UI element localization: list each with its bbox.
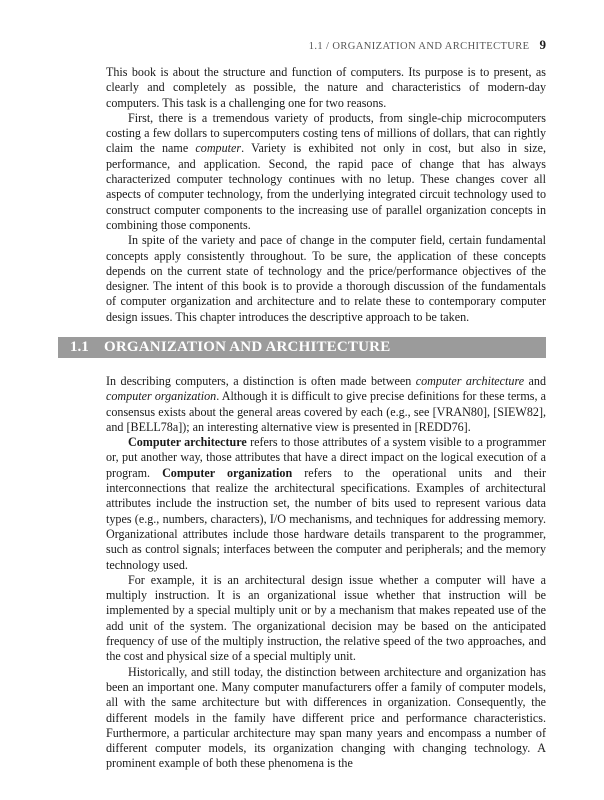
sec-p1-text-a: In describing computers, a distinction is often made between	[106, 374, 416, 388]
sec-p2-text-b: refers to the operational units and their interconnections that realize the architectural specifications. Examples of architectural attributes include the instruction set, the number of bits used to represent various data types (e.g., numbers, characters), I/O mechanisms, and techniques for addressing memory. Organizational attributes include those hardware details transparent to the programmer, such as control signals; interfaces between the computer and peripherals; and the memory technology used.	[106, 465, 546, 572]
section-paragraph-2	[106, 435, 546, 573]
section-heading	[58, 337, 546, 358]
intro-paragraph-1: This book is about the structure and function of computers. Its purpose is to present, as clearly and completely as possible, the nature and characteristics of modern-day computers. This task is a challenging one for two reasons.	[106, 65, 546, 110]
section-text	[106, 374, 546, 772]
sec-p2-text-a: refers to those attributes of a system visible to a programmer or, put another way, those attributes that have a direct impact on the logical execution of a program.	[106, 435, 546, 480]
sec-p1-text-b: and	[524, 374, 546, 388]
intro-text	[106, 65, 546, 325]
running-head	[309, 37, 546, 53]
section-paragraph-4: Historically, and still today, the distinction between architecture and organization has been an important one. Many computer manufacturers offer a family of computer models, all with the same architecture but with differences in organization. Consequently, the different models in the family have different price and performance characteristics. Furthermore, a particular architecture may span many years and encompass a number of different computer models, its organization changing with changing technology. A prominent example of both these phenomena is the	[106, 664, 546, 771]
sec-p2-term-architecture: Computer architecture	[128, 435, 247, 450]
sec-p1-emphasis-1: computer architecture	[415, 374, 525, 388]
section-title: ORGANIZATION AND ARCHITECTURE	[104, 339, 391, 355]
page-number: 9	[539, 37, 546, 52]
intro-p2-emphasis: computer	[195, 141, 242, 156]
intro-paragraph-3: In spite of the variety and pace of change in the computer field, certain fundamental concepts apply consistently throughout. To be sure, the application of these concepts depends on the current state of technology and the price/performance objectives of the designer. The intent of this book is to provide a thorough discussion of the fundamentals of computer organization and architecture and to relate these to contemporary computer design issues. This chapter introduces the descriptive approach to be taken.	[106, 233, 546, 324]
intro-p2-text-a: First, there is a tremendous variety of products, from single-chip microcomputers costing a few dollars to supercomputers costing tens of millions of dollars, that can rightly claim the name	[106, 110, 546, 156]
section-paragraph-1	[106, 374, 546, 435]
intro-paragraph-2	[106, 111, 546, 233]
running-title: 1.1 / ORGANIZATION AND ARCHITECTURE	[308, 41, 530, 52]
sec-p1-emphasis-2: computer organization	[106, 389, 217, 404]
sec-p2-term-organization: Computer organization	[162, 465, 293, 480]
intro-p2-text-b: . Variety is exhibited not only in cost, but also in size, performance, and application. Second, the rapid pace of change that has always characterized computer technology continues with no letup. These changes cover all aspects of computer technology, from the underlying integrated circuit technology used to construct computer components to the increasing use of parallel organization concepts in combining those components.	[106, 141, 546, 232]
section-number: 1.1	[70, 339, 89, 355]
sec-p1-text-c: . Although it is difficult to give precise definitions for these terms, a consensus exists about the general areas covered by each (e.g., see [VRAN80], [SIEW82], and [BELL78a]); an interesting alternative view is presented in [REDD76].	[106, 389, 546, 434]
section-paragraph-3: For example, it is an architectural design issue whether a computer will have a multiply instruction. It is an organizational issue whether that instruction will be implemented by a special multiply unit or by a mechanism that makes repeated use of the add unit of the system. The organizational decision may be based on the anticipated frequency of use of the multiply instruction, the relative speed of the two approaches, and the cost and physical size of a special multiply unit.	[106, 572, 546, 664]
